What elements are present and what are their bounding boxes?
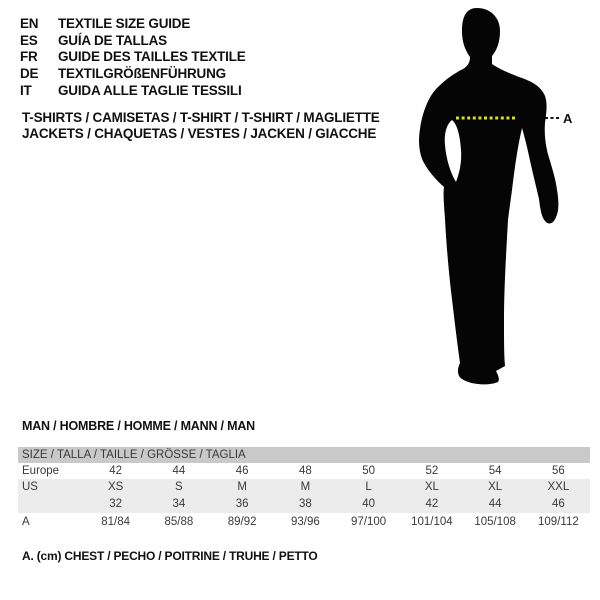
size-cell: 85/88 bbox=[164, 516, 194, 528]
language-code: DE bbox=[20, 65, 39, 81]
size-cell: 44 bbox=[172, 465, 186, 477]
man-silhouette bbox=[419, 8, 558, 384]
size-cell: 36 bbox=[235, 498, 249, 510]
size-cell: 46 bbox=[551, 498, 565, 510]
language-row-en bbox=[20, 15, 246, 32]
section-label-man: MAN / HOMBRE / HOMME / MANN / MAN bbox=[22, 419, 255, 433]
table-row-europe bbox=[18, 463, 590, 479]
size-cell: M bbox=[237, 481, 247, 493]
row-label bbox=[18, 496, 84, 513]
size-cell: 97/100 bbox=[351, 516, 387, 528]
language-title: GUIDE DES TAILLES TEXTILE bbox=[58, 49, 246, 65]
size-cell: 52 bbox=[425, 465, 439, 477]
row-label: Europe bbox=[22, 465, 60, 477]
size-table bbox=[18, 447, 590, 531]
language-row-fr bbox=[20, 48, 246, 65]
language-title: GUIDA ALLE TAGLIE TESSILI bbox=[58, 82, 242, 98]
size-cell: XXL bbox=[547, 481, 570, 493]
size-cell: L bbox=[365, 481, 372, 493]
table-row-numeric bbox=[18, 496, 590, 513]
size-cell: 50 bbox=[362, 465, 376, 477]
language-list bbox=[20, 15, 246, 98]
size-cell: M bbox=[300, 481, 311, 493]
language-code: FR bbox=[20, 49, 38, 65]
size-cell: 42 bbox=[109, 465, 123, 477]
category-jackets: JACKETS / CHAQUETAS / VESTES / JACKEN / GIACCHE bbox=[22, 125, 377, 141]
size-cell: XL bbox=[424, 481, 439, 493]
size-cell: 105/108 bbox=[474, 516, 516, 528]
size-cell: 32 bbox=[109, 498, 123, 510]
size-cell: 34 bbox=[172, 498, 186, 510]
size-cell: XL bbox=[488, 481, 503, 493]
size-cell: 81/84 bbox=[101, 516, 131, 528]
size-cell: S bbox=[175, 481, 183, 493]
size-cell: 54 bbox=[488, 465, 502, 477]
size-cell: 46 bbox=[235, 465, 249, 477]
size-cell: 44 bbox=[488, 498, 502, 510]
measurement-note: A. (cm) CHEST / PECHO / POITRINE / TRUHE / PETTO bbox=[22, 549, 318, 563]
size-cell: 42 bbox=[425, 498, 439, 510]
size-cell: 38 bbox=[298, 498, 312, 510]
size-cell: 48 bbox=[298, 465, 312, 477]
language-title: TEXTILE SIZE GUIDE bbox=[58, 15, 191, 31]
language-code: EN bbox=[20, 15, 39, 31]
language-row-de bbox=[20, 65, 246, 82]
row-label: A bbox=[22, 516, 30, 528]
size-cell: 93/96 bbox=[290, 516, 320, 528]
language-row-es bbox=[20, 32, 246, 49]
language-title: TEXTILGRÖßENFÜHRUNG bbox=[58, 65, 226, 81]
measure-label-a: A bbox=[563, 111, 573, 126]
category-tshirts: T-SHIRTS / CAMISETAS / T-SHIRT / T-SHIRT / MAGLIETTE bbox=[22, 110, 380, 125]
table-row-chest-a bbox=[18, 513, 590, 531]
size-cell: 101/104 bbox=[411, 516, 453, 528]
table-row-us bbox=[18, 479, 590, 496]
language-code: ES bbox=[20, 32, 38, 48]
size-cell: 56 bbox=[551, 465, 565, 477]
garment-categories bbox=[22, 110, 380, 141]
language-title: GUÍA DE TALLAS bbox=[58, 32, 167, 48]
language-code: IT bbox=[20, 82, 32, 98]
size-cell: 40 bbox=[362, 498, 376, 510]
size-cell: 89/92 bbox=[227, 516, 257, 528]
language-row-it bbox=[20, 82, 246, 99]
size-table-header: SIZE / TALLA / TAILLE / GRÖSSE / TAGLIA bbox=[18, 447, 590, 463]
row-label: US bbox=[22, 481, 38, 493]
size-cell: 109/112 bbox=[538, 516, 579, 528]
size-cell: XS bbox=[107, 481, 124, 493]
